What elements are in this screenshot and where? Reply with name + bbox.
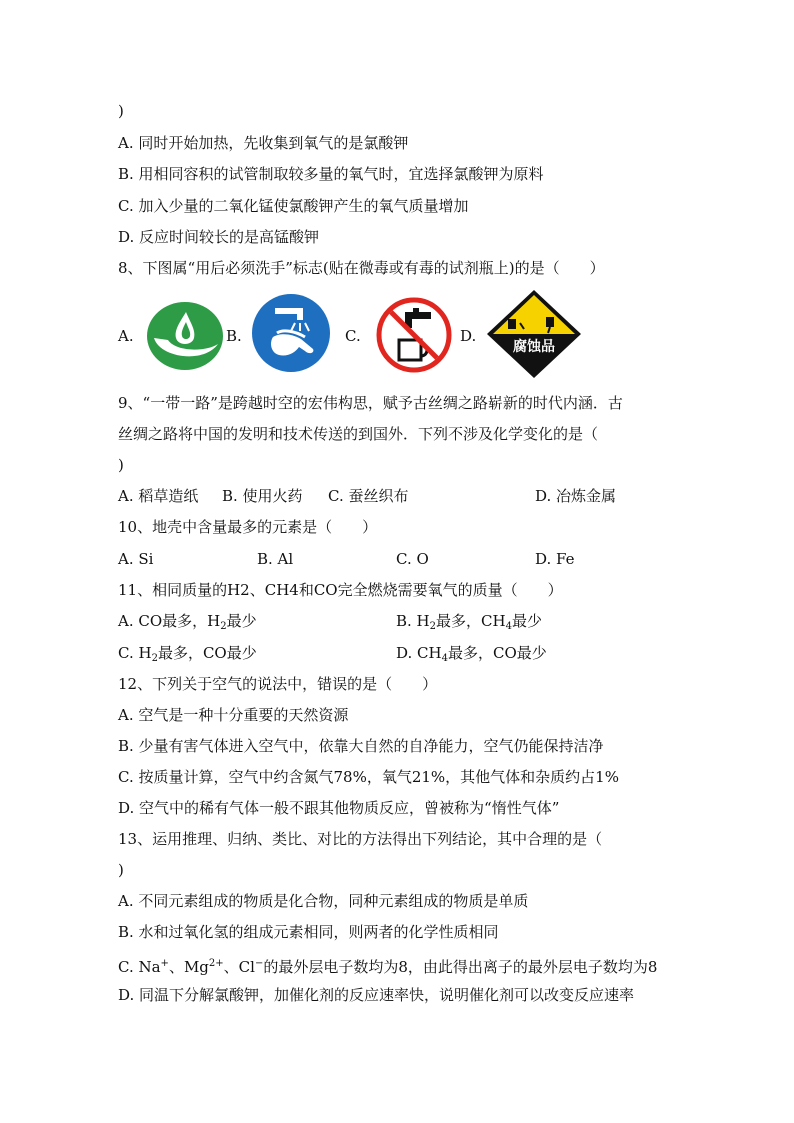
q10-option-a: A. Si [118,550,154,568]
q9-option-d: D. 冶炼金属 [535,487,617,505]
q10-option-c: C. O [396,550,429,568]
q8-option-a-label: A. [118,327,134,345]
q12-option-d: D. 空气中的稀有气体一般不跟其他物质反应，曾被称为“惰性气体” [118,799,560,817]
wash-hands-icon [251,293,331,373]
q8-option-c-label: C. [345,327,361,345]
q10-option-d: D. Fe [535,550,575,568]
q12-option-c: C. 按质量计算，空气中约含氮气78%，氧气21%，其他气体和杂质约占1% [118,768,619,786]
question-9-paren: ) [118,456,124,474]
water-drop-icon [146,300,224,372]
q12-option-a: A. 空气是一种十分重要的天然资源 [118,706,349,724]
q11-option-a: A. CO最多，$H_2$最少 [118,612,257,632]
question-9: 9、“一带一路”是跨越时空的宏伟构思，赋予古丝绸之路崭新的时代内涵．古 [118,394,623,412]
q9-option-b: B. 使用火药 [222,487,303,505]
question-13: 13、运用推理、归纳、类比、对比的方法得出下列结论，其中合理的是（ [118,830,603,848]
option-d: D. 反应时间较长的是高锰酸钾 [118,228,320,246]
corrosive-warning-icon [486,289,582,379]
q11-option-c: C. $H_2$最多，CO最少 [118,644,257,664]
no-drinking-tap-icon [375,296,453,374]
option-b: B. 用相同容积的试管制取较多量的氧气时，宜选择氯酸钾为原料 [118,165,544,183]
corrosive-label: 腐蚀品 [513,339,555,355]
question-11: 11、相同质量的H2、CH4和CO完全燃烧需要氧气的质量（ ） [118,581,563,599]
q13-option-b: B. 水和过氧化氢的组成元素相同，则两者的化学性质相同 [118,923,499,941]
q10-option-b: B. Al [257,550,294,568]
q8-option-d-label: D. [460,327,477,345]
question-8: 8、下图属“用后必须洗手”标志(贴在微毒或有毒的试剂瓶上)的是（ ） [118,259,605,277]
question-9-cont: 丝绸之路将中国的发明和技术传送的到国外．下列不涉及化学变化的是（ [118,425,599,443]
question-12: 12、下列关于空气的说法中，错误的是（ ） [118,675,438,693]
q9-option-c: C. 蚕丝织布 [328,487,409,505]
q13-option-a: A. 不同元素组成的物质是化合物，同种元素组成的物质是单质 [118,892,529,910]
q11-option-b: B. $H_2$最多，$CH_4$最少 [396,612,542,632]
question-13-paren: ) [118,861,124,879]
q9-option-a: A. 稻草造纸 [118,487,199,505]
q13-option-d: D. 同温下分解氯酸钾，加催化剂的反应速率快，说明催化剂可以改变反应速率 [118,986,635,1004]
q13-option-c: C. Na+、$Mg^{2+}$、Cl−的最外层电子数均为8，由此得出离子的最外层电子数均为8 [118,958,658,976]
q12-option-b: B. 少量有害气体进入空气中，依靠大自然的自净能力，空气仍能保持洁净 [118,737,604,755]
q11-option-d: D. $CH_4$最多，CO最少 [396,644,547,664]
q8-option-b-label: B. [226,327,242,345]
option-a: A. 同时开始加热，先收集到氧气的是氯酸钾 [118,134,409,152]
text-line: ) [118,102,124,120]
question-10: 10、地壳中含量最多的元素是（ ） [118,518,378,536]
option-c: C. 加入少量的二氧化锰使氯酸钾产生的氧气质量增加 [118,197,469,215]
